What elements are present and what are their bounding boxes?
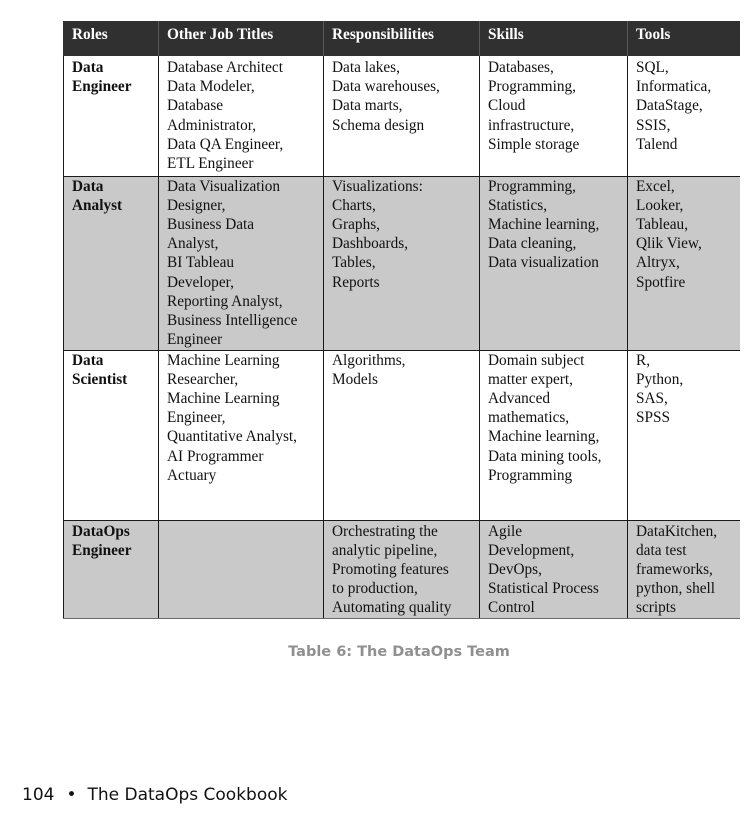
skills-cell: Programming, Statistics, Machine learning, Data cleaning, Data visualization [480,176,628,350]
page-footer [22,785,287,805]
job-titles-cell: Database Architect Data Modeler, Database Administrator, Data QA Engineer, ETL Engineer [159,56,324,176]
table-caption: Table 6: The DataOps Team [288,644,510,660]
header-row [64,21,740,56]
table-header [64,21,740,56]
skills-cell: Domain subject matter expert, Advanced mathematics, Machine learning, Data mining tools, Programming [480,350,628,520]
responsibilities-cell: Visualizations: Charts, Graphs, Dashboards, Tables, Reports [324,176,480,350]
job-titles-cell: Data Visualization Designer, Business Data Analyst, BI Tableau Developer, Reporting Analyst, Business Intelligence Engineer [159,176,324,350]
book-title: The DataOps Cookbook [87,785,288,805]
role-cell: Data Engineer [64,56,159,176]
bullet-separator-icon: • [66,785,77,805]
skills-cell: Databases, Programming, Cloud infrastructure, Simple storage [480,56,628,176]
header-other-job-titles: Other Job Titles [159,21,324,56]
job-titles-cell [159,520,324,618]
dataops-team-table [63,21,740,619]
table-row [64,56,740,176]
header-roles: Roles [64,21,159,56]
role-cell: Data Scientist [64,350,159,520]
page-number: 104 [22,785,55,805]
header-responsibilities: Responsibilities [324,21,480,56]
header-skills: Skills [480,21,628,56]
table-row [64,176,740,350]
responsibilities-cell: Orchestrating the analytic pipeline, Promoting features to production, Automating quality [324,520,480,618]
table-body [64,56,740,618]
tools-cell: DataKitchen, data test frameworks, python, shell scripts [628,520,740,618]
tools-cell: SQL, Informatica, DataStage, SSIS, Talend [628,56,740,176]
job-titles-cell: Machine Learning Researcher, Machine Learning Engineer, Quantitative Analyst, AI Programmer Actuary [159,350,324,520]
role-cell: Data Analyst [64,176,159,350]
responsibilities-cell: Data lakes, Data warehouses, Data marts, Schema design [324,56,480,176]
responsibilities-cell: Algorithms, Models [324,350,480,520]
header-tools: Tools [628,21,740,56]
skills-cell: Agile Development, DevOps, Statistical Process Control [480,520,628,618]
table-row [64,350,740,520]
role-cell: DataOps Engineer [64,520,159,618]
table-row [64,520,740,618]
tools-cell: Excel, Looker, Tableau, Qlik View, Altryx, Spotfire [628,176,740,350]
tools-cell: R, Python, SAS, SPSS [628,350,740,520]
